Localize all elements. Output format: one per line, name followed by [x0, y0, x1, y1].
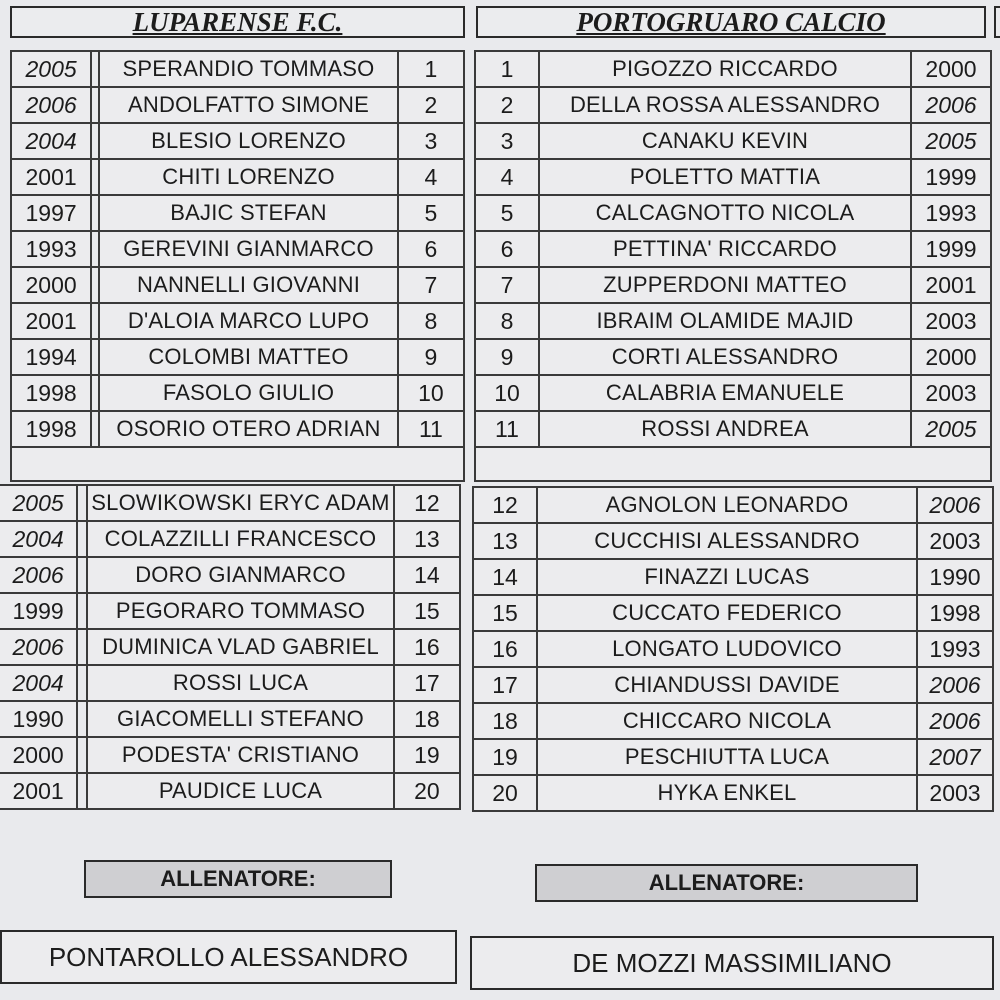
player-name: IBRAIM OLAMIDE MAJID: [539, 303, 911, 339]
shirt-number: 1: [475, 51, 539, 87]
player-row: [0, 629, 460, 665]
shirt-number: 19: [473, 739, 537, 775]
player-row: [11, 159, 464, 195]
birth-year: 1998: [11, 375, 91, 411]
shirt-number: 13: [394, 521, 460, 557]
player-row: [0, 557, 460, 593]
player-row: [11, 87, 464, 123]
empty-separator: [11, 447, 464, 481]
shirt-number: 5: [398, 195, 464, 231]
shirt-number: 19: [394, 737, 460, 773]
player-name: SPERANDIO TOMMASO: [99, 51, 398, 87]
player-name: POLETTO MATTIA: [539, 159, 911, 195]
birth-year: 2000: [0, 737, 77, 773]
player-row: [475, 159, 991, 195]
player-row: [11, 375, 464, 411]
player-name: HYKA ENKEL: [537, 775, 917, 811]
column-gap: [77, 485, 87, 521]
player-row: [475, 375, 991, 411]
player-row: [0, 737, 460, 773]
right-team-title: PORTOGRUARO CALCIO: [476, 6, 986, 38]
player-name: DUMINICA VLAD GABRIEL: [87, 629, 394, 665]
player-row: [11, 339, 464, 375]
player-name: OSORIO OTERO ADRIAN: [99, 411, 398, 447]
birth-year: 2005: [911, 411, 991, 447]
player-row: [11, 51, 464, 87]
player-row: [473, 667, 993, 703]
player-row: [11, 267, 464, 303]
birth-year: 1998: [917, 595, 993, 631]
separator-row: [11, 447, 464, 481]
separator-row: [475, 447, 991, 481]
player-row: [11, 411, 464, 447]
shirt-number: 6: [398, 231, 464, 267]
player-name: PODESTA' CRISTIANO: [87, 737, 394, 773]
shirt-number: 14: [473, 559, 537, 595]
player-name: BAJIC STEFAN: [99, 195, 398, 231]
shirt-number: 3: [398, 123, 464, 159]
player-name: ROSSI ANDREA: [539, 411, 911, 447]
player-row: [475, 123, 991, 159]
player-row: [0, 593, 460, 629]
shirt-number: 7: [398, 267, 464, 303]
player-name: PETTINA' RICCARDO: [539, 231, 911, 267]
shirt-number: 3: [475, 123, 539, 159]
player-name: LONGATO LUDOVICO: [537, 631, 917, 667]
player-name: FINAZZI LUCAS: [537, 559, 917, 595]
birth-year: 2006: [11, 87, 91, 123]
shirt-number: 16: [473, 631, 537, 667]
shirt-number: 7: [475, 267, 539, 303]
player-name: AGNOLON LEONARDO: [537, 487, 917, 523]
shirt-number: 1: [398, 51, 464, 87]
player-name: ZUPPERDONI MATTEO: [539, 267, 911, 303]
shirt-number: 16: [394, 629, 460, 665]
player-row: [0, 521, 460, 557]
birth-year: 2001: [11, 159, 91, 195]
player-row: [0, 773, 460, 809]
player-name: SLOWIKOWSKI ERYC ADAM: [87, 485, 394, 521]
birth-year: 1997: [11, 195, 91, 231]
shirt-number: 10: [475, 375, 539, 411]
shirt-number: 17: [473, 667, 537, 703]
column-gap: [91, 123, 99, 159]
shirt-number: 9: [475, 339, 539, 375]
player-name: D'ALOIA MARCO LUPO: [99, 303, 398, 339]
player-row: [473, 703, 993, 739]
shirt-number: 12: [473, 487, 537, 523]
player-row: [475, 411, 991, 447]
left-subs-table: [0, 484, 461, 810]
birth-year: 2005: [11, 51, 91, 87]
birth-year: 2004: [0, 521, 77, 557]
birth-year: 2004: [11, 123, 91, 159]
column-gap: [91, 87, 99, 123]
birth-year: 1993: [11, 231, 91, 267]
birth-year: 2003: [917, 775, 993, 811]
shirt-number: 18: [473, 703, 537, 739]
column-gap: [91, 411, 99, 447]
player-row: [473, 487, 993, 523]
right-coach-name: DE MOZZI MASSIMILIANO: [470, 936, 994, 990]
column-gap: [91, 231, 99, 267]
shirt-number: 20: [473, 775, 537, 811]
column-gap: [77, 665, 87, 701]
player-row: [475, 267, 991, 303]
shirt-number: 13: [473, 523, 537, 559]
player-name: CUCCATO FEDERICO: [537, 595, 917, 631]
column-gap: [91, 159, 99, 195]
player-name: CALABRIA EMANUELE: [539, 375, 911, 411]
player-row: [473, 739, 993, 775]
birth-year: 2006: [0, 629, 77, 665]
right-coach-label: ALLENATORE:: [535, 864, 918, 902]
column-gap: [91, 51, 99, 87]
left-team-title: LUPARENSE F.C.: [10, 6, 465, 38]
shirt-number: 11: [475, 411, 539, 447]
player-row: [0, 701, 460, 737]
player-name: CHIANDUSSI DAVIDE: [537, 667, 917, 703]
player-name: NANNELLI GIOVANNI: [99, 267, 398, 303]
birth-year: 2003: [917, 523, 993, 559]
player-name: ANDOLFATTO SIMONE: [99, 87, 398, 123]
player-name: PAUDICE LUCA: [87, 773, 394, 809]
edge-box: [994, 6, 1000, 38]
column-gap: [77, 629, 87, 665]
player-name: CALCAGNOTTO NICOLA: [539, 195, 911, 231]
player-name: PESCHIUTTA LUCA: [537, 739, 917, 775]
birth-year: 1998: [11, 411, 91, 447]
player-row: [0, 485, 460, 521]
birth-year: 2000: [911, 51, 991, 87]
shirt-number: 4: [475, 159, 539, 195]
shirt-number: 15: [473, 595, 537, 631]
birth-year: 1993: [911, 195, 991, 231]
shirt-number: 2: [398, 87, 464, 123]
shirt-number: 17: [394, 665, 460, 701]
player-row: [475, 195, 991, 231]
player-name: CUCCHISI ALESSANDRO: [537, 523, 917, 559]
shirt-number: 6: [475, 231, 539, 267]
player-row: [11, 303, 464, 339]
shirt-number: 5: [475, 195, 539, 231]
shirt-number: 18: [394, 701, 460, 737]
player-name: ROSSI LUCA: [87, 665, 394, 701]
birth-year: 2003: [911, 375, 991, 411]
player-name: PEGORARO TOMMASO: [87, 593, 394, 629]
birth-year: 2007: [917, 739, 993, 775]
birth-year: 2000: [11, 267, 91, 303]
player-name: GIACOMELLI STEFANO: [87, 701, 394, 737]
column-gap: [77, 701, 87, 737]
birth-year: 2006: [911, 87, 991, 123]
shirt-number: 4: [398, 159, 464, 195]
player-name: COLAZZILLI FRANCESCO: [87, 521, 394, 557]
player-row: [11, 123, 464, 159]
shirt-number: 14: [394, 557, 460, 593]
column-gap: [77, 773, 87, 809]
player-name: CHITI LORENZO: [99, 159, 398, 195]
birth-year: 2006: [917, 703, 993, 739]
birth-year: 2006: [917, 487, 993, 523]
birth-year: 1990: [917, 559, 993, 595]
left-coach-name: PONTAROLLO ALESSANDRO: [0, 930, 457, 984]
player-name: FASOLO GIULIO: [99, 375, 398, 411]
player-name: BLESIO LORENZO: [99, 123, 398, 159]
column-gap: [91, 195, 99, 231]
player-name: DELLA ROSSA ALESSANDRO: [539, 87, 911, 123]
shirt-number: 20: [394, 773, 460, 809]
player-name: COLOMBI MATTEO: [99, 339, 398, 375]
column-gap: [77, 737, 87, 773]
birth-year: 1990: [0, 701, 77, 737]
player-name: CHICCARO NICOLA: [537, 703, 917, 739]
player-name: DORO GIANMARCO: [87, 557, 394, 593]
shirt-number: 15: [394, 593, 460, 629]
shirt-number: 8: [475, 303, 539, 339]
player-row: [0, 665, 460, 701]
column-gap: [77, 593, 87, 629]
birth-year: 2001: [0, 773, 77, 809]
birth-year: 2004: [0, 665, 77, 701]
birth-year: 1993: [917, 631, 993, 667]
birth-year: 2005: [0, 485, 77, 521]
player-row: [473, 559, 993, 595]
column-gap: [77, 557, 87, 593]
player-row: [473, 775, 993, 811]
player-row: [473, 631, 993, 667]
player-row: [475, 231, 991, 267]
birth-year: 2005: [911, 123, 991, 159]
empty-separator: [475, 447, 991, 481]
shirt-number: 9: [398, 339, 464, 375]
shirt-number: 2: [475, 87, 539, 123]
birth-year: 1999: [911, 231, 991, 267]
player-name: GEREVINI GIANMARCO: [99, 231, 398, 267]
column-gap: [91, 267, 99, 303]
shirt-number: 12: [394, 485, 460, 521]
birth-year: 2006: [917, 667, 993, 703]
player-row: [11, 195, 464, 231]
birth-year: 2001: [911, 267, 991, 303]
left-starters-table: [10, 50, 465, 482]
player-row: [475, 339, 991, 375]
birth-year: 2003: [911, 303, 991, 339]
left-coach-label: ALLENATORE:: [84, 860, 392, 898]
birth-year: 2000: [911, 339, 991, 375]
player-name: CANAKU KEVIN: [539, 123, 911, 159]
birth-year: 1999: [0, 593, 77, 629]
player-row: [475, 87, 991, 123]
shirt-number: 8: [398, 303, 464, 339]
player-row: [473, 523, 993, 559]
player-row: [475, 303, 991, 339]
birth-year: 2006: [0, 557, 77, 593]
birth-year: 1994: [11, 339, 91, 375]
shirt-number: 10: [398, 375, 464, 411]
right-starters-table: [474, 50, 992, 482]
shirt-number: 11: [398, 411, 464, 447]
player-row: [473, 595, 993, 631]
column-gap: [91, 339, 99, 375]
player-row: [11, 231, 464, 267]
birth-year: 2001: [11, 303, 91, 339]
column-gap: [91, 303, 99, 339]
right-subs-table: [472, 486, 994, 812]
column-gap: [91, 375, 99, 411]
column-gap: [77, 521, 87, 557]
player-name: CORTI ALESSANDRO: [539, 339, 911, 375]
player-name: PIGOZZO RICCARDO: [539, 51, 911, 87]
player-row: [475, 51, 991, 87]
birth-year: 1999: [911, 159, 991, 195]
